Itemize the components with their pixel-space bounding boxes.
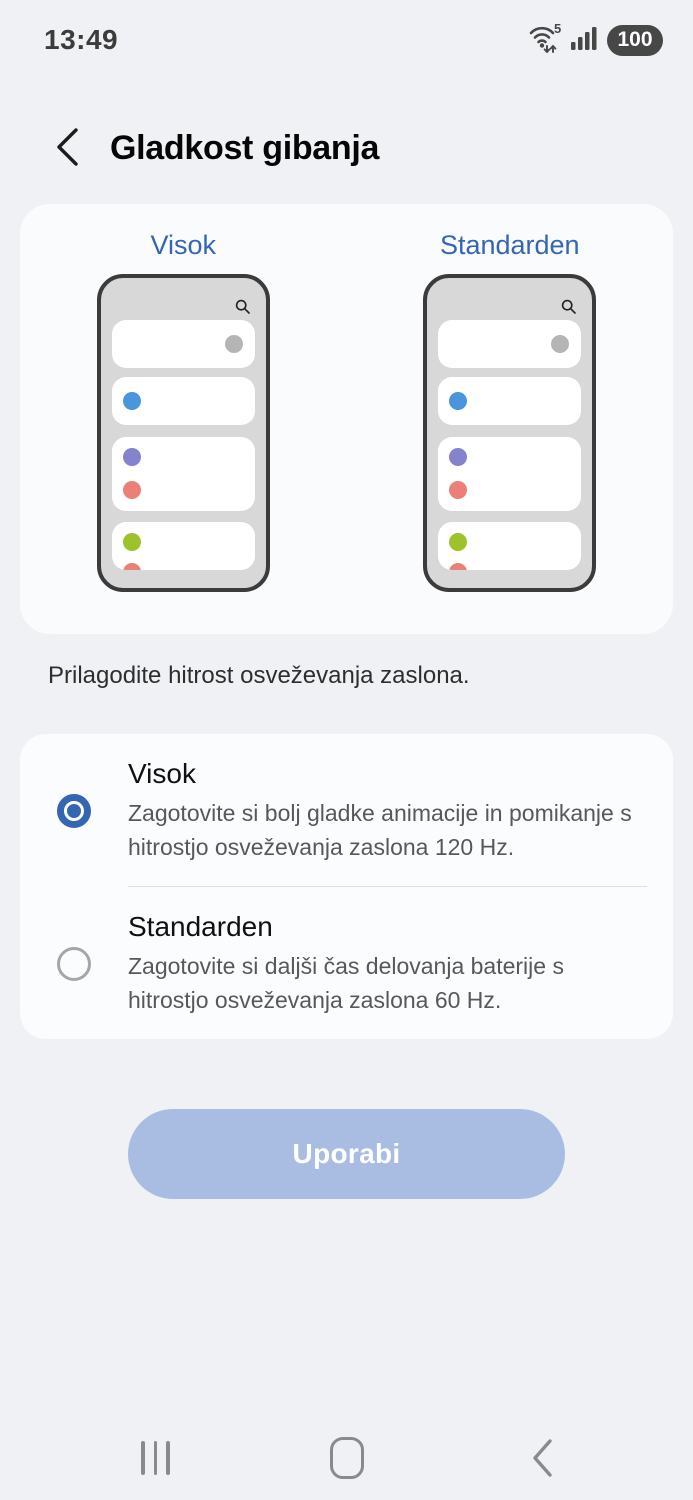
mock-dot-salmon-clipped	[123, 563, 141, 570]
mock-list-card	[438, 320, 581, 368]
apply-button[interactable]: Uporabi	[128, 1109, 565, 1199]
mock-dot-purple	[123, 448, 141, 466]
radio-cell	[20, 794, 128, 828]
mock-dot-gray	[551, 335, 569, 353]
recents-bar	[141, 1441, 145, 1475]
recents-icon[interactable]	[141, 1441, 170, 1475]
page-title: Gladkost gibanja	[110, 128, 380, 167]
recents-bar	[166, 1441, 170, 1475]
mock-dot-blue	[449, 392, 467, 410]
mock-list-card	[112, 377, 255, 425]
mock-phone-standard	[423, 274, 596, 592]
status-icons	[527, 21, 663, 60]
mock-list-card	[438, 437, 581, 511]
option-high[interactable]	[20, 734, 673, 886]
clock: 13:49	[44, 24, 119, 55]
mock-list-card	[112, 320, 255, 368]
mock-dot-green	[123, 533, 141, 551]
mock-list-card	[438, 522, 581, 570]
back-chevron-icon	[55, 128, 79, 169]
mock-dot-salmon	[123, 481, 141, 499]
svg-text:5: 5	[554, 20, 562, 36]
option-high-description: Zagotovite si bolj gladke animacije in pomikanje s hitrostjo osveževanja zaslona 120 Hz.	[128, 800, 632, 860]
status-bar	[0, 0, 693, 80]
preview-high-column	[20, 204, 347, 634]
option-standard-text	[128, 911, 673, 1017]
radio-selected-icon[interactable]	[57, 794, 91, 828]
option-standard-title: Standarden	[128, 911, 273, 942]
search-icon	[561, 299, 577, 320]
home-icon[interactable]	[330, 1437, 364, 1479]
mock-list-card	[112, 437, 255, 511]
signal-strength-icon	[570, 24, 600, 57]
option-standard[interactable]	[20, 887, 673, 1039]
mock-dot-blue	[123, 392, 141, 410]
screen-description: Prilagodite hitrost osveževanja zaslona.	[48, 662, 470, 689]
back-icon[interactable]	[530, 1438, 554, 1483]
mock-list-card	[112, 522, 255, 570]
refresh-rate-preview-card	[20, 204, 673, 634]
mock-phone-high	[97, 274, 270, 592]
mock-dot-green	[449, 533, 467, 551]
option-high-title: Visok	[128, 758, 196, 789]
mock-dot-salmon-clipped	[449, 563, 467, 570]
mock-list-card	[438, 377, 581, 425]
battery-pill: 100	[607, 25, 663, 56]
navigation-bar	[0, 1408, 693, 1500]
header	[0, 112, 693, 184]
option-standard-description: Zagotovite si daljši čas delovanja baterije s hitrostjo osveževanja zaslona 60 Hz.	[128, 953, 564, 1013]
refresh-rate-options-card	[20, 734, 673, 1039]
preview-standard-label: Standarden	[439, 230, 580, 260]
preview-standard-column	[347, 204, 674, 634]
mock-dot-gray	[225, 335, 243, 353]
wifi-5g-arrows-icon	[527, 21, 563, 60]
search-icon	[235, 299, 251, 320]
radio-cell	[20, 947, 128, 981]
option-high-text	[128, 758, 673, 864]
mock-dot-purple	[449, 448, 467, 466]
preview-high-label: Visok	[150, 230, 217, 260]
mock-dot-salmon	[449, 481, 467, 499]
radio-unselected-icon[interactable]	[57, 947, 91, 981]
recents-bar	[154, 1441, 158, 1475]
back-button[interactable]	[52, 129, 82, 167]
